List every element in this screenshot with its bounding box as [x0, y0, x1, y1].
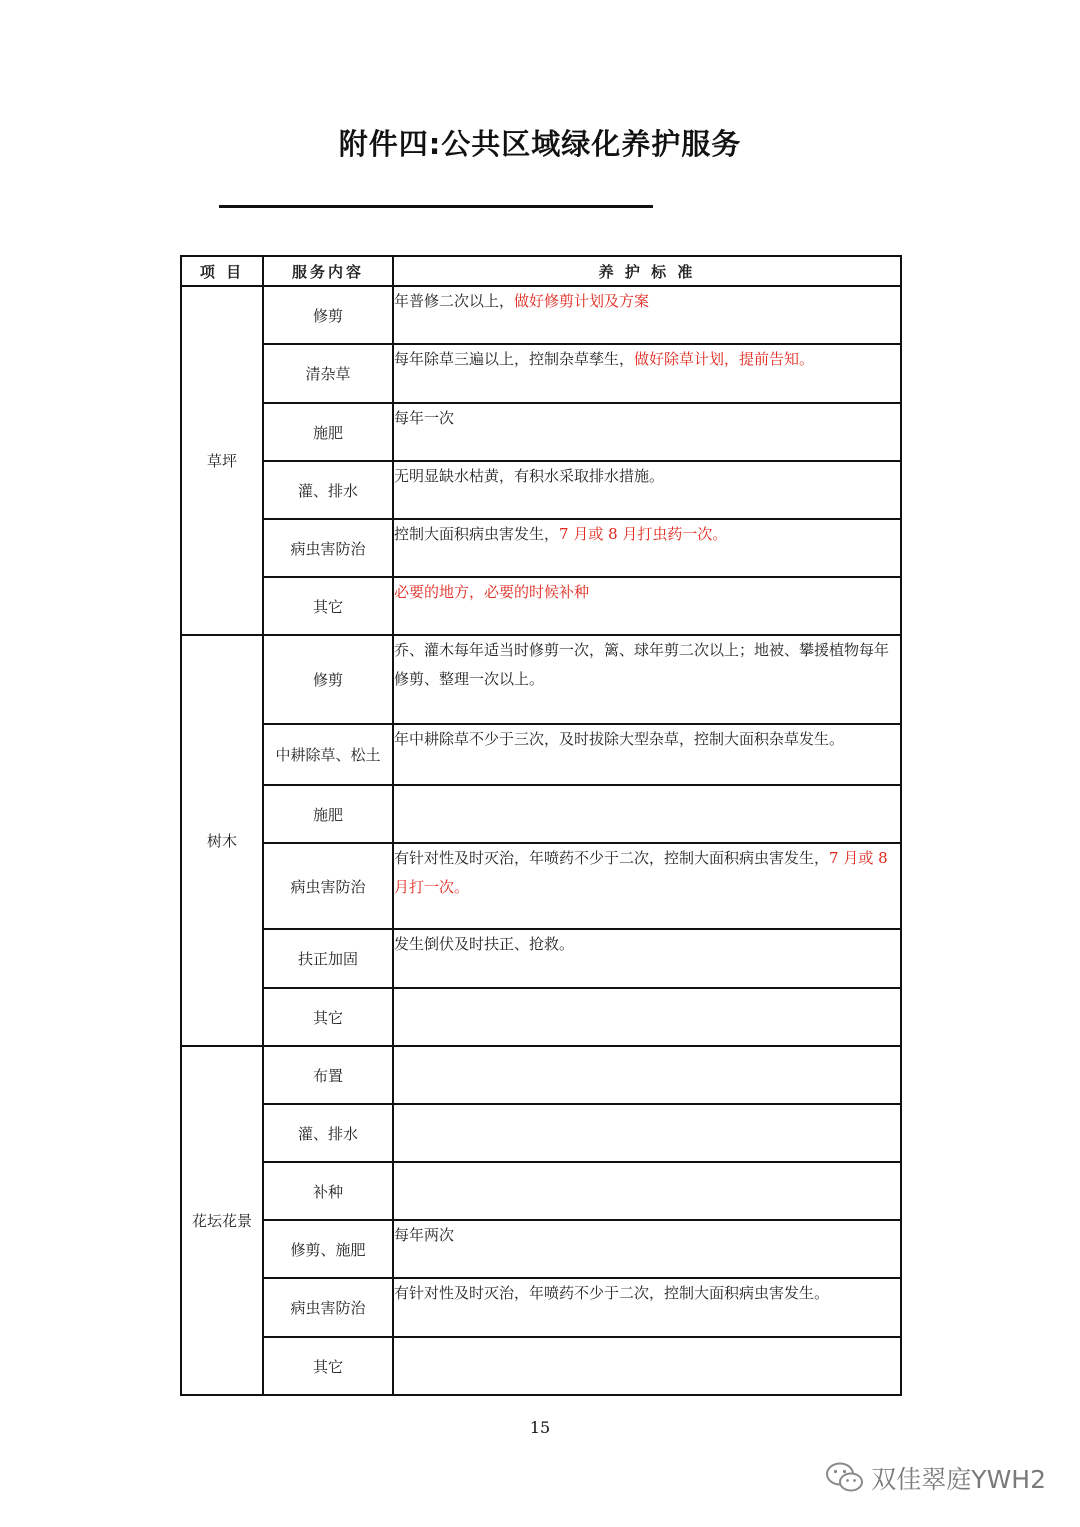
- standard-cell: [393, 1337, 901, 1395]
- standard-text-highlight: 7 月或 8 月打虫药一次。: [559, 525, 728, 543]
- standard-text: 每年除草三遍以上，控制杂草孳生，: [394, 350, 635, 368]
- standard-cell: [393, 785, 901, 843]
- standard-text: 有针对性及时灭治，年喷药不少于二次，控制大面积病虫害发生。: [394, 1284, 830, 1302]
- category-cell: 树木: [181, 635, 263, 1046]
- service-cell: 扶正加固: [263, 929, 393, 988]
- wechat-icon: [825, 1461, 865, 1495]
- standard-cell: [393, 635, 901, 724]
- service-cell: 病虫害防治: [263, 519, 393, 577]
- standard-text: 年中耕除草不少于三次，及时拔除大型杂草，控制大面积杂草发生。: [394, 730, 845, 748]
- standard-cell: [393, 843, 901, 929]
- table-row: [181, 1162, 901, 1220]
- header-service: 服务内容: [263, 256, 393, 286]
- standard-cell: [393, 1046, 901, 1104]
- table-row: [181, 1046, 901, 1104]
- standard-cell: [393, 988, 901, 1046]
- service-cell: 施肥: [263, 785, 393, 843]
- standard-text: 每年两次: [394, 1226, 455, 1244]
- table-row: [181, 929, 901, 988]
- service-cell: 施肥: [263, 403, 393, 461]
- standard-text-highlight: 必要的地方，必要的时候补种: [394, 583, 590, 601]
- service-cell: 修剪: [263, 635, 393, 724]
- standard-text-highlight: 7 月或 8 月打一次。: [394, 849, 888, 896]
- service-cell: 补种: [263, 1162, 393, 1220]
- table-row: [181, 1278, 901, 1337]
- category-cell: 花坛花景: [181, 1046, 263, 1395]
- watermark: [825, 1460, 1046, 1496]
- page-number: 15: [529, 1418, 551, 1437]
- service-cell: 灌、排水: [263, 461, 393, 519]
- watermark-text: 双佳翠庭YWH2: [871, 1465, 1046, 1494]
- table-row: [181, 577, 901, 635]
- service-cell: 病虫害防治: [263, 843, 393, 929]
- table-body: [181, 286, 901, 1395]
- table-row: [181, 286, 901, 344]
- standard-text: 年普修二次以上，: [394, 292, 515, 310]
- standard-cell: [393, 724, 901, 785]
- service-cell: 灌、排水: [263, 1104, 393, 1162]
- service-cell: 清杂草: [263, 344, 393, 403]
- service-cell: 中耕除草、松土: [263, 724, 393, 785]
- table-row: [181, 635, 901, 724]
- standard-cell: [393, 1162, 901, 1220]
- service-cell: 病虫害防治: [263, 1278, 393, 1337]
- standard-text: 每年一次: [394, 409, 455, 427]
- service-cell: 其它: [263, 1337, 393, 1395]
- table-row: [181, 344, 901, 403]
- table-row: [181, 461, 901, 519]
- standard-text: 有针对性及时灭治，年喷药不少于二次，控制大面积病虫害发生，: [394, 849, 830, 867]
- standard-cell: [393, 403, 901, 461]
- table-row: [181, 519, 901, 577]
- table-row: [181, 843, 901, 929]
- table-row: [181, 403, 901, 461]
- table-row: [181, 988, 901, 1046]
- standard-text: 发生倒伏及时扶正、抢救。: [394, 935, 575, 953]
- category-cell: 草坪: [181, 286, 263, 635]
- document-title: 附件四:公共区域绿化养护服务: [338, 127, 742, 161]
- standard-text-highlight: 做好除草计划，提前告知。: [634, 350, 815, 368]
- standard-cell: [393, 286, 901, 344]
- table-header-row: [181, 256, 901, 286]
- service-cell: 修剪: [263, 286, 393, 344]
- service-cell: 其它: [263, 577, 393, 635]
- header-standard: 养 护 标 准: [393, 256, 901, 286]
- service-cell: 修剪、施肥: [263, 1220, 393, 1278]
- standard-cell: [393, 461, 901, 519]
- title-underline: [219, 205, 653, 208]
- standard-cell: [393, 519, 901, 577]
- standard-cell: [393, 1104, 901, 1162]
- standard-text: 无明显缺水枯黄，有积水采取排水措施。: [394, 467, 665, 485]
- standard-text-highlight: 做好修剪计划及方案: [514, 292, 650, 310]
- standard-text: 控制大面积病虫害发生，: [394, 525, 560, 543]
- standard-cell: [393, 1278, 901, 1337]
- standard-cell: [393, 577, 901, 635]
- table-row: [181, 1220, 901, 1278]
- service-cell: 其它: [263, 988, 393, 1046]
- standard-cell: [393, 1220, 901, 1278]
- table-row: [181, 724, 901, 785]
- table-row: [181, 785, 901, 843]
- header-item: 项 目: [181, 256, 263, 286]
- table-row: [181, 1104, 901, 1162]
- service-cell: 布置: [263, 1046, 393, 1104]
- standard-cell: [393, 344, 901, 403]
- standard-text: 乔、灌木每年适当时修剪一次，篱、球年剪二次以上；地被、攀援植物每年修剪、整理一次以上。: [394, 641, 890, 688]
- standard-cell: [393, 929, 901, 988]
- table-row: [181, 1337, 901, 1395]
- maintenance-standards-table: [180, 255, 902, 1396]
